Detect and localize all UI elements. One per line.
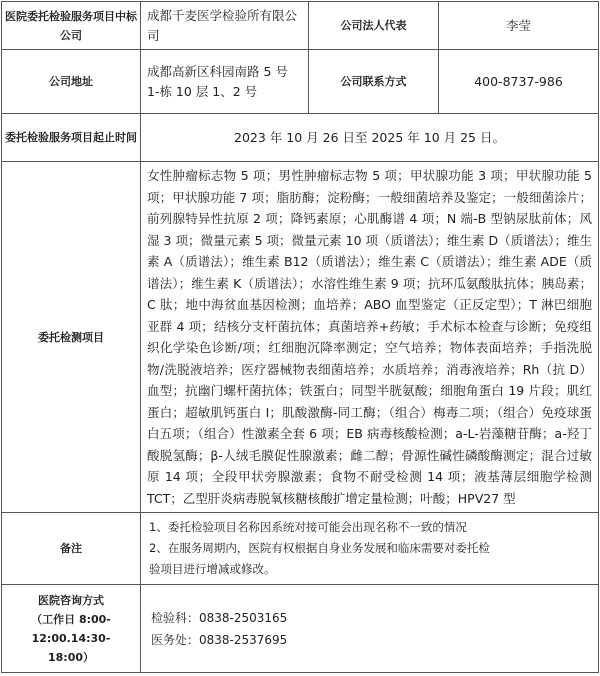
notes-label: 备注 [2, 513, 141, 585]
items-row [2, 162, 599, 513]
contact-label [2, 585, 141, 673]
test-items-list: 女性肿瘤标志物 5 项；男性肿瘤标志物 5 项；甲状腺功能 3 项；甲状腺功能 5 项；甲状腺功能 7 项；脂肪酶；淀粉酶；一般细菌培养及鉴定；一般细菌涂片；前列腺特异性抗原 2 项；降钙素原；心肌酶谱 4 项；N 端-B 型钠尿肽前体；风湿 3 项；微量元素 5 项；微量元素 10 项（质谱法）；维生素 D（质谱法）；维生素 A（质谱法）；维生素 B12（质谱法）；维生素 C（质谱法）；维生素 ADE（质谱法）；维生素 K（质谱法）；水溶性维生素 9 项；抗环瓜氨酸肽抗体；胰岛素；C 肽；地中海贫血基因检测；血培养；ABO 血型鉴定（正反定型）；T 淋巴细胞亚群 4 项；结核分支杆菌抗体；真菌培养+药敏；手术标本检查与诊断；免疫组织化学染色诊断/项；红细胞沉降率测定；空气培养；物体表面培养；手指洗脱物/洗脱液培养；医疗器械物表细菌培养；水质培养；消毒液培养；Rh（抗 D）血型；抗幽门螺杆菌抗体；铁蛋白；同型半胱氨酸；细胞角蛋白 19 片段；肌红蛋白；超敏肌钙蛋白 I；肌酸激酶-同工酶；（组合）梅毒二项；（组合）免疫球蛋白五项；（组合）性激素全套 6 项；EB 病毒核酸检测；a-L-岩藻糖苷酶；a-羟丁酸脱氢酶；β-人绒毛膜促性腺激素；雌二醇；骨源性碱性磷酸酶测定；混合过敏原 14 项；全段甲状旁腺激素；食物不耐受检测 14 项；液基薄层细胞学检测 TCT；乙型肝炎病毒脱氧核糖核酸扩增定量检测；叶酸；HPV27 型 [141, 162, 599, 513]
note-1: 1、委托检验项目名称因系统对接可能会出现名称不一致的情况 [149, 520, 467, 534]
contact-label-line-1: 医院咨询方式 [38, 593, 104, 607]
period-label: 委托检验服务项目起止时间 [2, 114, 141, 162]
contact-label-line-3: 12:00.14:30- [31, 631, 111, 645]
period-row [2, 114, 599, 162]
address-row [2, 50, 599, 114]
note-2-line-2: 验项目进行增减或修改。 [149, 562, 276, 576]
notes-content [141, 513, 599, 585]
medical-affairs-phone: 医务处：0838-2537695 [151, 632, 288, 647]
note-2-line-1: 2、在服务周期内，医院有权根据自身业务发展和临床需要对委托检 [149, 541, 490, 555]
address-label: 公司地址 [2, 50, 141, 114]
company-row [2, 2, 599, 50]
company-phone: 400-8737-986 [439, 50, 599, 114]
company-name: 成都千麦医学检验所有限公司 [141, 2, 309, 50]
lab-phone: 检验科：0838-2503165 [151, 610, 288, 625]
company-label: 医院委托检验服务项目中标公司 [2, 2, 141, 50]
company-address: 成都高新区科园南路 5 号 1-栋 10 层 1、2 号 [141, 50, 309, 114]
contact-label-line-2: （工作日 8:00- [31, 612, 111, 626]
contact-label-line-4: 18:00） [47, 650, 94, 664]
items-label: 委托检测项目 [2, 162, 141, 513]
contact-content [141, 585, 599, 673]
legal-rep-label: 公司法人代表 [309, 2, 439, 50]
phone-label: 公司联系方式 [309, 50, 439, 114]
notes-row [2, 513, 599, 585]
service-period: 2023 年 10 月 26 日至 2025 年 10 月 25 日。 [141, 114, 599, 162]
contact-row [2, 585, 599, 673]
legal-rep-name: 李莹 [439, 2, 599, 50]
service-info-table [1, 1, 599, 673]
